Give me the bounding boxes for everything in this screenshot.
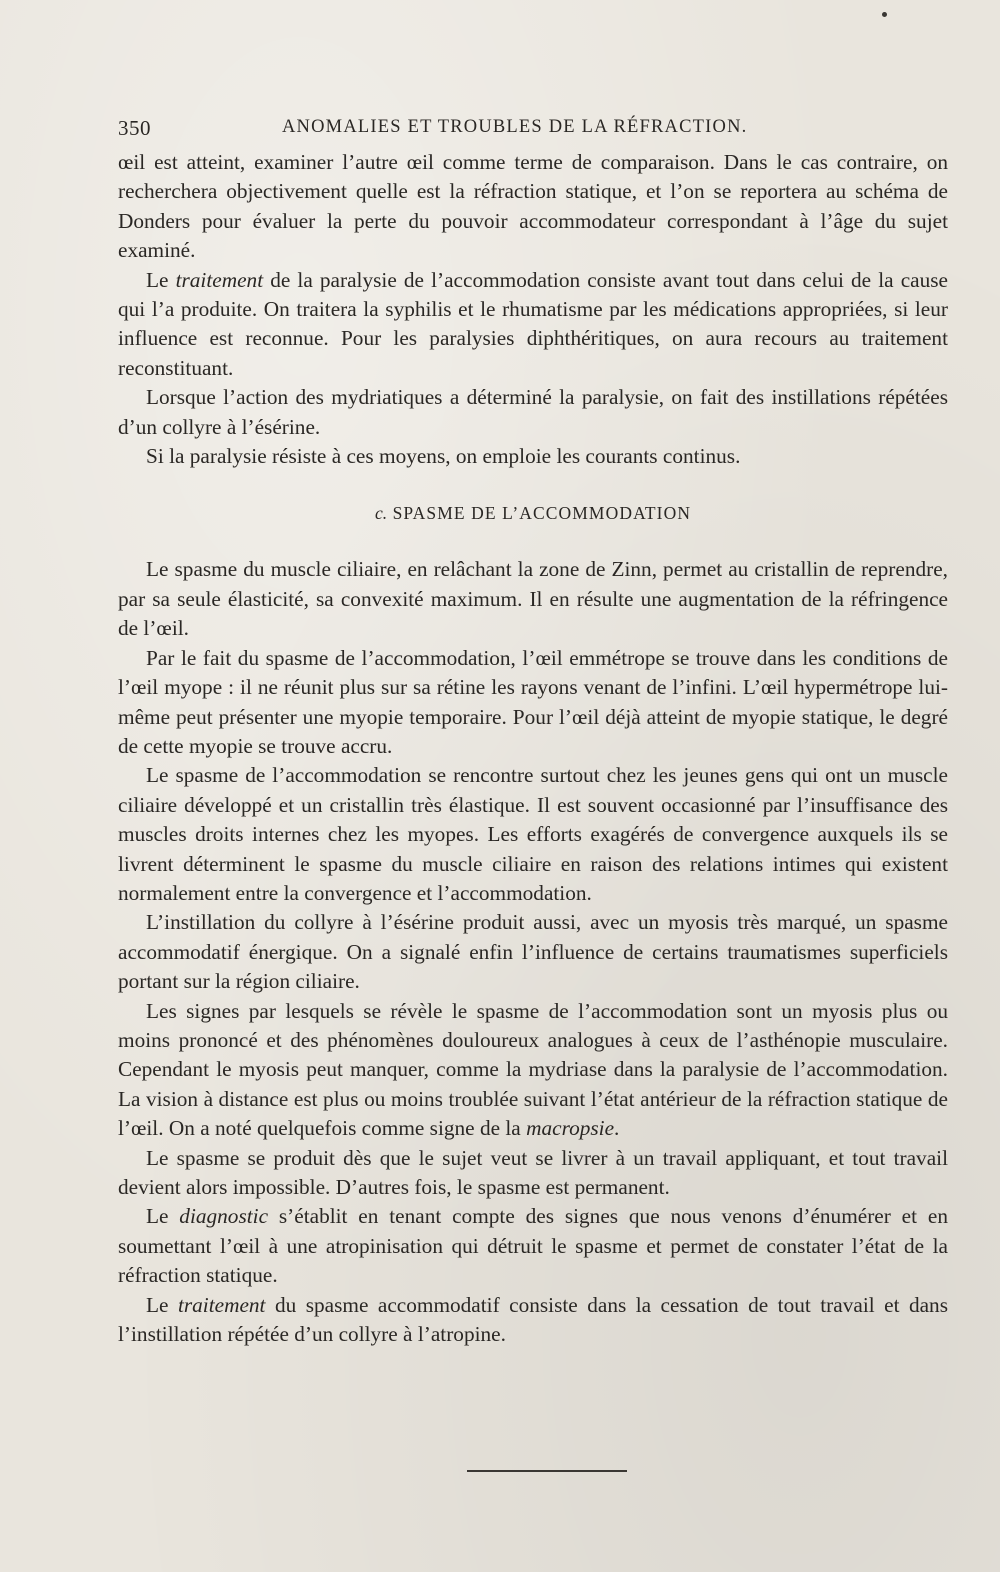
text-run: s’établit en tenant compte des signes que nous venons d’énumérer et en soumettant l’œil à une atropinisation qui détruit le spasme et permet de constater l’état de la réfraction statique.: [118, 1204, 948, 1288]
text-run: Les signes par lesquels se révèle le spasme de l’accommodation sont un myosis plus ou moins prononcé et des phénomènes douloureux analogues à ceux de l’asthénopie musculaire. Cependant le myosis peut manquer, comme la mydriase dans la paralysie de l’accommodation. La vision à distance est plus ou moins troublée suivant l’état antérieur de la réfraction statique de l’œil. On a noté quelquefois comme signe de la: [118, 998, 948, 1141]
page-header: [118, 116, 948, 146]
text-run: Lorsque l’action des mydriatiques a déterminé la paralysie, on fait des instillations répétées d’un collyre à l’ésérine.: [118, 385, 948, 439]
paragraph: [118, 1202, 948, 1290]
text-run: Si la paralysie résiste à ces moyens, on emploie les courants continus.: [146, 444, 741, 469]
paragraph: [118, 908, 948, 996]
paragraph: [118, 383, 948, 442]
paragraph-group-spasm: [118, 555, 948, 1349]
end-rule: [467, 1470, 627, 1472]
paragraph-group-paralysis: [118, 148, 948, 471]
paragraph: [118, 148, 948, 266]
italic-term: traitement: [177, 1292, 266, 1317]
italic-term: diagnostic: [179, 1204, 269, 1229]
text-run: Le: [146, 1292, 178, 1317]
section-letter: c.: [374, 503, 388, 524]
paragraph: [118, 442, 948, 471]
running-head: ANOMALIES ET TROUBLES DE LA RÉFRACTION.: [282, 117, 748, 137]
paragraph: [118, 1144, 948, 1203]
text-run: Le: [146, 1204, 180, 1229]
paragraph: [118, 997, 948, 1144]
text-run: Le spasme du muscle ciliaire, en relâchant la zone de Zinn, permet au cristallin de reprendre, par sa seule élasticité, sa convexité maximum. Il en résulte une augmentation de la réfringence de l’œil.: [118, 557, 948, 641]
page-number: 350: [118, 116, 151, 140]
text-run: du spasme accommodatif consiste dans la cessation de tout travail et dans l’instillation répétée d’un collyre à l’atropine.: [118, 1292, 948, 1347]
text-run: de la paralysie de l’accommodation consiste avant tout dans celui de la cause qui l’a produite. On traitera la syphilis et le rhumatisme par les médications appropriées, si leur influence est reconnue. Pour les paralysies diphthéritiques, on aura recours au traitement reconstituant.: [118, 267, 948, 380]
body-text: [118, 148, 948, 1349]
text-run: Par le fait du spasme de l’accommodation, l’œil emmétrope se trouve dans les conditions de l’œil myope : il ne réunit plus sur sa rétine les rayons venant de l’infini. L’œil hypermétrope lui-même peut présenter une myopie temporaire. Pour l’œil déjà atteint de myopie statique, le degré de cette myopie se trouve accru.: [118, 645, 948, 758]
section-heading: [118, 501, 948, 525]
text-run: L’instillation du collyre à l’ésérine produit aussi, avec un myosis très marqué, un spasme accommodatif énergique. On a signalé enfin l’influence de certains traumatismes superficiels portant sur la région ciliaire.: [118, 910, 948, 994]
italic-term: traitement: [175, 267, 264, 292]
italic-term: macropsie: [526, 1116, 615, 1141]
section-title: SPASME DE L’ACCOMMODATION: [392, 503, 692, 524]
text-run: Le spasme de l’accommodation se rencontre surtout chez les jeunes gens qui ont un muscle ciliaire développé et un cristallin très élastique. Il est souvent occasionné par l’insuffisance des muscles droits internes chez les myopes. Les efforts exagérés de convergence auxquels ils se livrent déterminent le spasme du muscle ciliaire en raison des relations intimes qui existent normalement entre la convergence et l’accommodation.: [118, 763, 948, 905]
paragraph: [118, 266, 948, 384]
ink-speck: [882, 12, 887, 17]
text-run: .: [614, 1116, 620, 1141]
paragraph: [118, 761, 948, 908]
paragraph: [118, 644, 948, 762]
paragraph: [118, 555, 948, 643]
paragraph: [118, 1291, 948, 1350]
text-run: œil est atteint, examiner l’autre œil comme terme de comparaison. Dans le cas contraire, on recherchera objectivement quelle est la réfraction statique, et l’on se reportera au schéma de Donders pour évaluer la perte du pouvoir accommodateur correspondant à l’âge du sujet examiné.: [118, 150, 948, 263]
text-run: Le: [146, 267, 176, 292]
text-run: Le spasme se produit dès que le sujet veut se livrer à un travail appliquant, et tout travail devient alors impossible. D’autres fois, le spasme est permanent.: [118, 1145, 948, 1199]
